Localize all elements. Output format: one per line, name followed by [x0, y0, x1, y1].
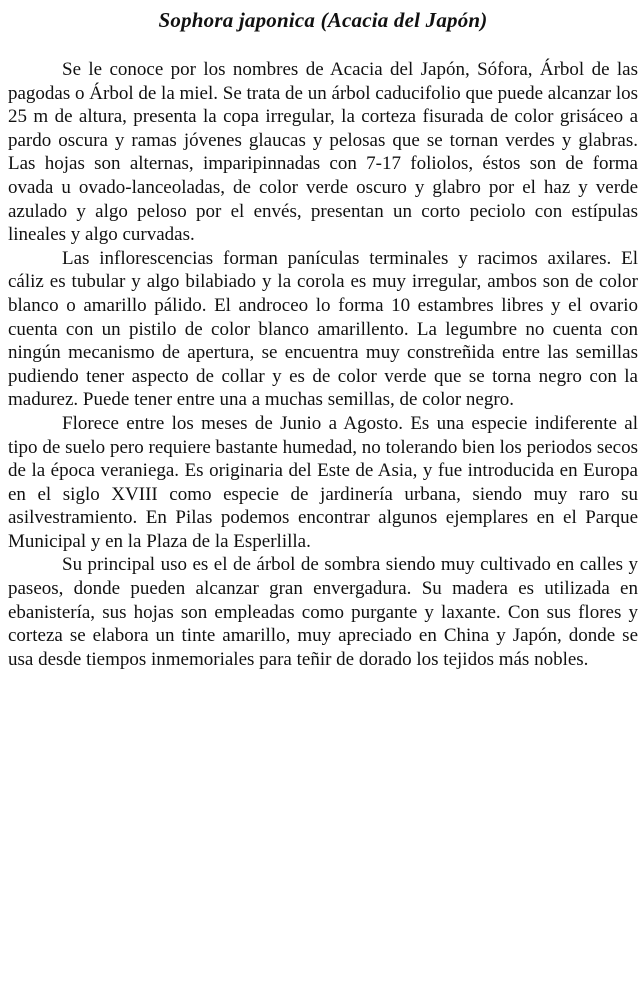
- paragraph-flowering: Florece entre los meses de Junio a Agosto. Es una especie indiferente al tipo de suelo pero requiere bastante humedad, no tolerando bien los periodos secos de la época veraniega. Es originaria del Este de Asia, y fue introducida en Europa en el siglo XVIII como especie de jardinería urbana, siendo muy raro su asilvestramiento. En Pilas podemos encontrar algunos ejemplares en el Parque Municipal y en la Plaza de la Esperlilla.: [8, 412, 638, 552]
- paragraph-uses: Su principal uso es el de árbol de sombra siendo muy cultivado en calles y paseos, donde pueden alcanzar gran envergadura. Su madera es utilizada en ebanistería, sus hojas son empleadas como purgante y laxante. Con sus flores y corteza se elabora un tinte amarillo, muy apreciado en China y Japón, donde se usa desde tiempos inmemoriales para teñir de dorado los tejidos más nobles.: [8, 554, 638, 670]
- document-page: [8, 6, 638, 671]
- paragraph-description: Se le conoce por los nombres de Acacia del Japón, Sófora, Árbol de las pagodas o Árbol de la miel. Se trata de un árbol caducifolio que puede alcanzar los 25 m de altura, presenta la copa irregular, la corteza fisurada de color grisáceo a pardo oscura y ramas jóvenes glaucas y pelosas que se tornan verdes y glabras. Las hojas son alternas, imparipinnadas con 7-17 foliolos, éstos son de forma ovada u ovado-lanceoladas, de color verde oscuro y glabro por el haz y verde azulado y algo peloso por el envés, presentan un corto peciolo con estípulas lineales y algo curvadas.: [8, 59, 638, 246]
- paragraph-inflorescence: Las inflorescencias forman panículas terminales y racimos axilares. El cáliz es tubular y algo bilabiado y la corola es muy irregular, ambos son de color blanco o amarillo pálido. El androceo lo forma 10 estambres libres y el ovario cuenta con un pistilo de color blanco amarillento. La legumbre no cuenta con ningún mecanismo de apertura, se encuentra muy constreñida entre las semillas pudiendo tener aspecto de collar y es de color verde que se torna negro con la madurez. Puede tener entre una a muchas semillas, de color negro.: [8, 247, 638, 411]
- page-title: Sophora japonica (Acacia del Japón): [158, 8, 488, 32]
